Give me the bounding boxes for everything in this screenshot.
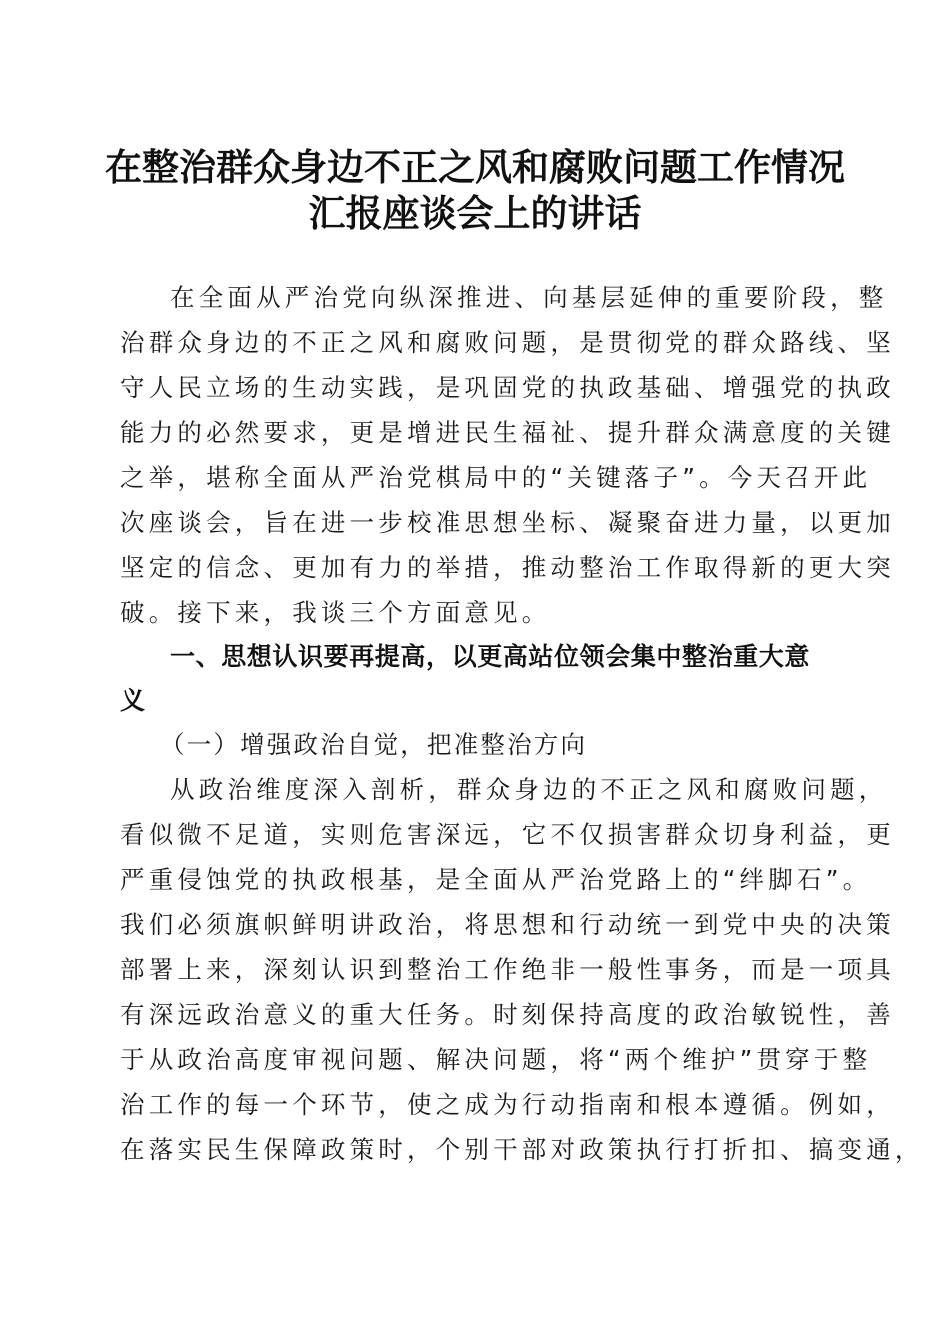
body-paragraph-line: 在落实民生保障政策时，个别干部对政策执行打折扣、搞变通， [120, 1135, 924, 1164]
intro-paragraph-line: 次座谈会，旨在进一步校准思想坐标、凝聚奋进力量，以更加 [120, 508, 895, 537]
intro-paragraph-line: 之举，堪称全面从严治党棋局中的“关键落子”。今天召开此 [120, 463, 872, 492]
intro-paragraph-line: 治群众身边的不正之风和腐败问题，是贯彻党的群众路线、坚 [120, 328, 895, 357]
body-paragraph-line: 从政治维度深入剖析，群众身边的不正之风和腐败问题， [170, 775, 888, 804]
intro-paragraph-line: 坚定的信念、更加有力的举措，推动整治工作取得新的更大突 [120, 553, 895, 582]
body-paragraph-line: 看似微不足道，实则危害深远，它不仅损害群众切身利益，更 [120, 820, 895, 849]
body-paragraph-line: 我们必须旗帜鲜明讲政治，将思想和行动统一到党中央的决策 [120, 910, 895, 939]
intro-paragraph-line: 破。接下来，我谈三个方面意见。 [120, 598, 551, 627]
subsection-1-heading: （一）增强政治自觉，把准整治方向 [160, 730, 588, 759]
body-paragraph-line: 部署上来，深刻认识到整治工作绝非一般性事务，而是一项具 [120, 955, 895, 984]
body-paragraph-line: 于从政治高度审视问题、解决问题，将“两个维护”贯穿于整 [120, 1045, 872, 1074]
intro-paragraph-line: 能力的必然要求，更是增进民生福祉、提升群众满意度的关键 [120, 418, 895, 447]
intro-paragraph-line: 守人民立场的生动实践，是巩固党的执政基础、增强党的执政 [120, 373, 895, 402]
body-paragraph-line: 治工作的每一个环节，使之成为行动指南和根本遵循。例如， [120, 1090, 895, 1119]
section-1-heading-cont: 义 [120, 686, 146, 715]
intro-paragraph-line: 在全面从严治党向纵深推进、向基层延伸的重要阶段，整 [170, 283, 888, 312]
document-title-line-1: 在整治群众身边不正之风和腐败问题工作情况 [105, 145, 845, 189]
document-title-line-2: 汇报座谈会上的讲话 [308, 191, 642, 235]
section-1-heading: 一、思想认识要再提高，以更高站位领会集中整治重大意 [170, 642, 811, 671]
body-paragraph-line: 严重侵蚀党的执政根基，是全面从严治党路上的“绊脚石”。 [120, 865, 872, 894]
body-paragraph-line: 有深远政治意义的重大任务。时刻保持高度的政治敏锐性，善 [120, 1000, 895, 1029]
